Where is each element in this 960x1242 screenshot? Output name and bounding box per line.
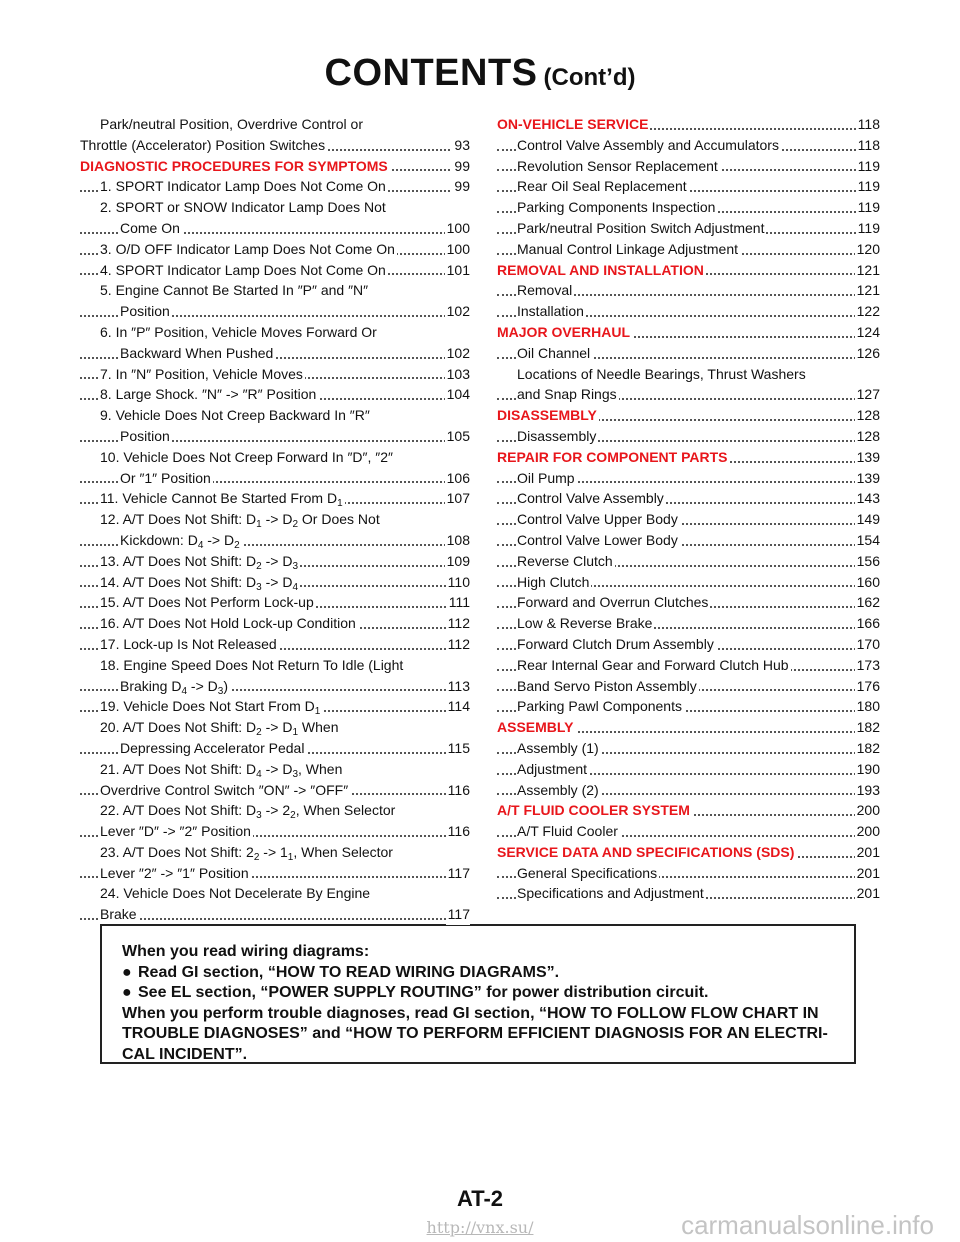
toc-entry bbox=[80, 176, 470, 197]
toc-page-number: 139 bbox=[855, 447, 880, 468]
toc-entry bbox=[80, 634, 470, 655]
toc-page-number: 99 bbox=[452, 176, 470, 197]
toc-entry bbox=[497, 197, 880, 218]
toc-entry-title: Specifications and Adjustment bbox=[517, 885, 704, 902]
page-number: AT-2 bbox=[456, 1186, 504, 1211]
toc-entry-title: A/T FLUID COOLER SYSTEM bbox=[497, 802, 690, 819]
toc-entry-title: Rear Internal Gear and Forward Clutch Hub bbox=[517, 656, 789, 673]
toc-entry bbox=[497, 239, 880, 260]
toc-entry bbox=[497, 738, 880, 759]
toc-page-number: 176 bbox=[855, 676, 880, 697]
toc-entry bbox=[80, 260, 470, 281]
toc-page-number: 117 bbox=[446, 863, 470, 884]
toc-section-heading bbox=[80, 156, 470, 177]
toc-entry bbox=[80, 821, 470, 842]
toc-entry-title: Low & Reverse Brake bbox=[517, 615, 653, 632]
toc-entry-title: Park/neutral Position, Overdrive Control or bbox=[100, 116, 363, 132]
toc-entry bbox=[497, 883, 880, 904]
toc-page-number: 100 bbox=[445, 218, 470, 239]
toc-page-number: 116 bbox=[446, 780, 470, 801]
toc-page-number: 119 bbox=[856, 156, 880, 177]
notice-heading: When you read wiring diagrams: bbox=[122, 943, 370, 960]
toc-page-number: 111 bbox=[447, 592, 470, 613]
toc-section-heading bbox=[497, 260, 880, 281]
toc-entry bbox=[80, 883, 470, 904]
toc-page-number: 107 bbox=[445, 488, 470, 509]
toc-entry bbox=[80, 738, 470, 759]
toc-page-number: 160 bbox=[855, 572, 880, 593]
toc-right-column bbox=[497, 114, 880, 904]
toc-entry bbox=[80, 322, 470, 343]
toc-entry-title: DIAGNOSTIC PROCEDURES FOR SYMPTOMS bbox=[80, 157, 388, 174]
toc-entry bbox=[80, 551, 470, 572]
toc-entry-title: 18. Engine Speed Does Not Return To Idle (Light bbox=[100, 656, 404, 673]
toc-page-number: 106 bbox=[445, 468, 470, 489]
toc-page-number: 180 bbox=[855, 696, 880, 717]
wiring-notice-box bbox=[100, 924, 856, 1064]
bullet-icon: ● bbox=[122, 963, 132, 981]
toc-entry-title: 14. A/T Does Not Shift: $D_3 -> D_4$ bbox=[100, 573, 299, 593]
toc-entry bbox=[497, 592, 880, 613]
toc-entry bbox=[80, 364, 470, 385]
toc-entry bbox=[80, 717, 470, 738]
toc-page-number: 126 bbox=[855, 343, 880, 364]
toc-entry bbox=[497, 759, 880, 780]
toc-entry bbox=[80, 488, 470, 509]
toc-page-number: 103 bbox=[445, 364, 470, 385]
notice-bullet-2 bbox=[122, 983, 844, 1004]
notice-bullet-2-text: See EL section, “POWER SUPPLY ROUTING” for power distribution circuit. bbox=[138, 984, 709, 1001]
toc-page-number: 139 bbox=[855, 468, 880, 489]
toc-page-number: 121 bbox=[855, 280, 880, 301]
toc-entry bbox=[80, 343, 470, 364]
notice-line-1: When you perform trouble diagnoses, read GI section, “HOW TO FOLLOW FLOW CHART IN bbox=[122, 1004, 819, 1022]
toc-entry-title: Assembly (1) bbox=[517, 739, 599, 756]
toc-page-number: 193 bbox=[855, 780, 880, 801]
toc-entry-title: Braking $D_4 -> D_3$) bbox=[120, 677, 228, 697]
toc-entry bbox=[80, 197, 470, 218]
toc-entry bbox=[80, 676, 470, 697]
toc-entry-title: Rear Oil Seal Replacement bbox=[517, 178, 687, 195]
toc-page-number: 116 bbox=[446, 821, 470, 842]
toc-entry-title: Forward and Overrun Clutches bbox=[517, 594, 709, 611]
toc-entry-title: Control Valve Assembly and Accumulators bbox=[517, 136, 779, 153]
toc-entry-title: Disassembly bbox=[517, 427, 597, 444]
toc-section-heading bbox=[497, 717, 880, 738]
toc-entry-title: Throttle (Accelerator) Position Switches bbox=[80, 136, 326, 153]
toc-entry-title: 16. A/T Does Not Hold Lock-up Condition bbox=[100, 615, 356, 632]
toc-entry-title: ASSEMBLY bbox=[497, 719, 574, 736]
toc-page-number: 108 bbox=[445, 530, 470, 551]
toc-page-number: 113 bbox=[446, 676, 470, 697]
toc-entry-title: Control Valve Lower Body bbox=[517, 531, 678, 548]
notice-line-3: CAL INCIDENT”. bbox=[122, 1045, 248, 1063]
toc-entry-title: 24. Vehicle Does Not Decelerate By Engine bbox=[100, 885, 371, 902]
toc-entry-title: 20. A/T Does Not Shift: $D_2 -> D_1$ When bbox=[100, 719, 339, 739]
toc-page-number: 119 bbox=[856, 176, 880, 197]
toc-entry bbox=[497, 384, 880, 405]
toc-page-number: 190 bbox=[855, 759, 880, 780]
toc-entry bbox=[80, 114, 470, 135]
toc-entry bbox=[80, 592, 470, 613]
toc-entry-title: Come On bbox=[120, 219, 180, 236]
toc-section-heading bbox=[497, 800, 880, 821]
toc-entry bbox=[497, 135, 880, 156]
toc-entry bbox=[80, 426, 470, 447]
toc-entry bbox=[497, 676, 880, 697]
toc-page-number: 127 bbox=[855, 384, 880, 405]
toc-page-number: 99 bbox=[452, 156, 470, 177]
toc-entry-title: Parking Pawl Components bbox=[517, 698, 682, 715]
toc-entry bbox=[497, 176, 880, 197]
toc-entry bbox=[497, 156, 880, 177]
bullet-icon: ● bbox=[122, 984, 132, 1001]
toc-entry bbox=[80, 218, 470, 239]
toc-entry bbox=[80, 530, 470, 551]
toc-entry bbox=[497, 343, 880, 364]
toc-entry-title: 21. A/T Does Not Shift: $D_4 -> D_3$, When bbox=[100, 760, 343, 780]
toc-entry bbox=[80, 655, 470, 676]
toc-page-number: 110 bbox=[446, 572, 470, 593]
toc-entry-title: Overdrive Control Switch ″ON″ -> ″OFF″ bbox=[100, 781, 349, 798]
toc-entry-title: ON-VEHICLE SERVICE bbox=[497, 116, 649, 132]
toc-entry bbox=[80, 384, 470, 405]
toc-entry-title: and Snap Rings bbox=[517, 386, 617, 403]
toc-entry-title: 23. A/T Does Not Shift: $2_2 -> 1_1$, When Selector bbox=[100, 843, 393, 863]
toc-entry-title: Park/neutral Position Switch Adjustment bbox=[517, 219, 765, 236]
toc-entry-title: Reverse Clutch bbox=[517, 552, 613, 569]
toc-entry-title: MAJOR OVERHAUL bbox=[497, 323, 631, 340]
toc-entry-title: 1. SPORT Indicator Lamp Does Not Come On bbox=[100, 178, 386, 195]
contents-subtitle: (Cont’d) bbox=[543, 64, 636, 91]
toc-page-number: 156 bbox=[855, 551, 880, 572]
toc-section-heading bbox=[497, 322, 880, 343]
toc-section-heading bbox=[497, 405, 880, 426]
toc-entry bbox=[80, 301, 470, 322]
toc-entry-title: 10. Vehicle Does Not Creep Forward In ″D″, ″2″ bbox=[100, 448, 393, 465]
toc-entry bbox=[497, 613, 880, 634]
toc-entry bbox=[80, 759, 470, 780]
toc-page-number: 170 bbox=[855, 634, 880, 655]
toc-entry-title: REMOVAL AND INSTALLATION bbox=[497, 261, 704, 278]
toc-page-number: 117 bbox=[446, 904, 470, 925]
toc-entry-title: Position bbox=[120, 427, 170, 444]
toc-entry-title: REPAIR FOR COMPONENT PARTS bbox=[497, 448, 728, 465]
toc-page-number: 115 bbox=[446, 738, 470, 759]
toc-page-number: 102 bbox=[445, 343, 470, 364]
toc-page-number: 173 bbox=[855, 655, 880, 676]
toc-entry bbox=[497, 821, 880, 842]
toc-entry-title: Brake bbox=[100, 906, 137, 923]
toc-entry bbox=[80, 572, 470, 593]
toc-entry bbox=[80, 135, 470, 156]
toc-page-number: 182 bbox=[855, 717, 880, 738]
toc-page-number: 121 bbox=[855, 260, 880, 281]
toc-entry-title: Revolution Sensor Replacement bbox=[517, 157, 718, 174]
toc-entry-title: 13. A/T Does Not Shift: $D_2 -> D_3$ bbox=[100, 552, 299, 572]
toc-page-number: 154 bbox=[855, 530, 880, 551]
toc-entry-title: 5. Engine Cannot Be Started In ″P″ and ″N″ bbox=[100, 282, 369, 299]
contents-title: CONTENTS bbox=[324, 52, 538, 94]
toc-entry bbox=[80, 613, 470, 634]
toc-entry-title: 22. A/T Does Not Shift: $D_3 -> 2_2$, When Selector bbox=[100, 802, 396, 822]
toc-entry bbox=[497, 780, 880, 801]
toc-entry bbox=[80, 239, 470, 260]
toc-entry bbox=[497, 551, 880, 572]
toc-entry-title: 8. Large Shock. ″N″ -> ″R″ Position bbox=[100, 386, 317, 403]
toc-page-number: 128 bbox=[855, 405, 880, 426]
toc-entry-title: 7. In ″N″ Position, Vehicle Moves bbox=[100, 365, 303, 382]
toc-page-number: 93 bbox=[452, 135, 470, 156]
toc-entry-title: 3. O/D OFF Indicator Lamp Does Not Come On bbox=[100, 240, 395, 257]
toc-page-number: 128 bbox=[855, 426, 880, 447]
toc-page-number: 149 bbox=[855, 509, 880, 530]
toc-entry-title: Position bbox=[120, 303, 170, 320]
toc-entry bbox=[80, 842, 470, 863]
toc-page-number: 200 bbox=[855, 800, 880, 821]
toc-entry-title: 15. A/T Does Not Perform Lock-up bbox=[100, 594, 314, 611]
toc-entry-title: Control Valve Upper Body bbox=[517, 511, 678, 528]
toc-entry-title: 17. Lock-up Is Not Released bbox=[100, 635, 277, 652]
toc-entry-title: Backward When Pushed bbox=[120, 344, 274, 361]
toc-entry-title: 6. In ″P″ Position, Vehicle Moves Forward Or bbox=[100, 323, 377, 340]
toc-page-number: 182 bbox=[855, 738, 880, 759]
toc-entry-title: 19. Vehicle Does Not Start From $D_1$ bbox=[100, 698, 321, 718]
toc-entry-title: Parking Components Inspection bbox=[517, 199, 716, 216]
page-title bbox=[0, 52, 960, 95]
notice-bullet-1-text: Read GI section, “HOW TO READ WIRING DIAGRAMS”. bbox=[138, 963, 560, 981]
toc-entry bbox=[80, 280, 470, 301]
toc-entry-title: Control Valve Assembly bbox=[517, 490, 664, 507]
toc-entry-title: 2. SPORT or SNOW Indicator Lamp Does Not bbox=[100, 199, 386, 216]
toc-entry bbox=[497, 364, 880, 385]
notice-bullet-1 bbox=[122, 963, 844, 984]
toc-entry-title: Adjustment bbox=[517, 760, 588, 777]
toc-page-number: 124 bbox=[855, 322, 880, 343]
toc-entry-title: 12. A/T Does Not Shift: $D_1 -> D_2$ Or Does Not bbox=[100, 511, 380, 531]
toc-entry bbox=[80, 904, 470, 925]
toc-page-number: 162 bbox=[855, 592, 880, 613]
toc-page-number: 119 bbox=[856, 197, 880, 218]
toc-page-number: 118 bbox=[856, 114, 880, 135]
toc-page-number: 122 bbox=[855, 301, 880, 322]
toc-page-number: 201 bbox=[855, 883, 880, 904]
watermark: carmanualsonline.info bbox=[681, 1210, 934, 1240]
toc-entry-title: Forward Clutch Drum Assembly bbox=[517, 635, 714, 652]
toc-page-number: 114 bbox=[446, 696, 470, 717]
toc-page-number: 104 bbox=[445, 384, 470, 405]
toc-entry bbox=[497, 509, 880, 530]
toc-entry-title: 4. SPORT Indicator Lamp Does Not Come On bbox=[100, 261, 386, 278]
toc-entry-title: Kickdown: $D_4 -> D_2$ bbox=[120, 531, 240, 551]
toc-entry-title: A/T Fluid Cooler bbox=[517, 823, 618, 840]
toc-entry bbox=[497, 468, 880, 489]
toc-entry bbox=[497, 530, 880, 551]
toc-page-number: 112 bbox=[446, 634, 470, 655]
toc-entry-title: Or ″1″ Position bbox=[120, 469, 211, 486]
toc-entry bbox=[497, 488, 880, 509]
toc-entry-title: Oil Channel bbox=[517, 344, 591, 361]
toc-entry-title: SERVICE DATA AND SPECIFICATIONS (SDS) bbox=[497, 843, 795, 860]
toc-entry-title: Locations of Needle Bearings, Thrust Washers bbox=[517, 365, 806, 382]
toc-entry bbox=[497, 634, 880, 655]
toc-entry bbox=[497, 655, 880, 676]
toc-entry-title: Depressing Accelerator Pedal bbox=[120, 739, 305, 756]
toc-entry bbox=[497, 280, 880, 301]
toc-entry-title: General Specifications bbox=[517, 864, 658, 881]
toc-section-heading bbox=[497, 114, 880, 135]
toc-section-heading bbox=[497, 447, 880, 468]
toc-entry-title: Lever ″D″ -> ″2″ Position bbox=[100, 823, 251, 840]
toc-entry bbox=[80, 468, 470, 489]
toc-entry bbox=[80, 780, 470, 801]
toc-entry bbox=[80, 800, 470, 821]
toc-page-number: 109 bbox=[445, 551, 470, 572]
toc-page-number: 100 bbox=[445, 239, 470, 260]
toc-page-number: 200 bbox=[855, 821, 880, 842]
toc-entry-title: Oil Pump bbox=[517, 469, 575, 486]
toc-entry bbox=[80, 863, 470, 884]
toc-entry-title: 9. Vehicle Does Not Creep Backward In ″R″ bbox=[100, 407, 370, 424]
toc-page-number: 201 bbox=[855, 863, 880, 884]
toc-page-number: 201 bbox=[855, 842, 880, 863]
toc-left-column bbox=[80, 114, 470, 925]
toc-entry-title: 11. Vehicle Cannot Be Started From $D_1$ bbox=[100, 490, 343, 510]
toc-entry bbox=[80, 696, 470, 717]
toc-page-number: 120 bbox=[855, 239, 880, 260]
toc-page-number: 112 bbox=[446, 613, 470, 634]
notice-line-2: TROUBLE DIAGNOSES” and “HOW TO PERFORM EFFICIENT DIAGNOSIS FOR AN ELECTRI- bbox=[122, 1025, 828, 1042]
toc-entry-title: Installation bbox=[517, 303, 584, 320]
toc-page-number: 105 bbox=[445, 426, 470, 447]
toc-entry-title: Lever ″2″ -> ″1″ Position bbox=[100, 864, 249, 881]
toc-page-number: 166 bbox=[855, 613, 880, 634]
toc-entry bbox=[80, 509, 470, 530]
toc-entry bbox=[80, 447, 470, 468]
toc-page-number: 102 bbox=[445, 301, 470, 322]
source-url-link[interactable]: http://vnx.su/ bbox=[426, 1218, 534, 1237]
toc-page-number: 101 bbox=[445, 260, 470, 281]
toc-entry-title: Manual Control Linkage Adjustment bbox=[517, 240, 739, 257]
toc-page-number: 119 bbox=[856, 218, 880, 239]
toc-page-number: 118 bbox=[856, 135, 880, 156]
toc-entry bbox=[80, 405, 470, 426]
toc-entry bbox=[497, 218, 880, 239]
toc-entry-title: DISASSEMBLY bbox=[497, 407, 597, 424]
toc-entry bbox=[497, 426, 880, 447]
toc-entry bbox=[497, 863, 880, 884]
toc-entry bbox=[497, 696, 880, 717]
toc-section-heading bbox=[497, 842, 880, 863]
toc-entry-title: High Clutch bbox=[517, 573, 590, 590]
toc-page-number: 143 bbox=[855, 488, 880, 509]
toc-entry bbox=[497, 572, 880, 593]
toc-entry-title: Assembly (2) bbox=[517, 781, 599, 798]
toc-entry bbox=[497, 301, 880, 322]
toc-entry-title: Removal bbox=[517, 282, 573, 299]
toc-entry-title: Band Servo Piston Assembly bbox=[517, 677, 697, 694]
